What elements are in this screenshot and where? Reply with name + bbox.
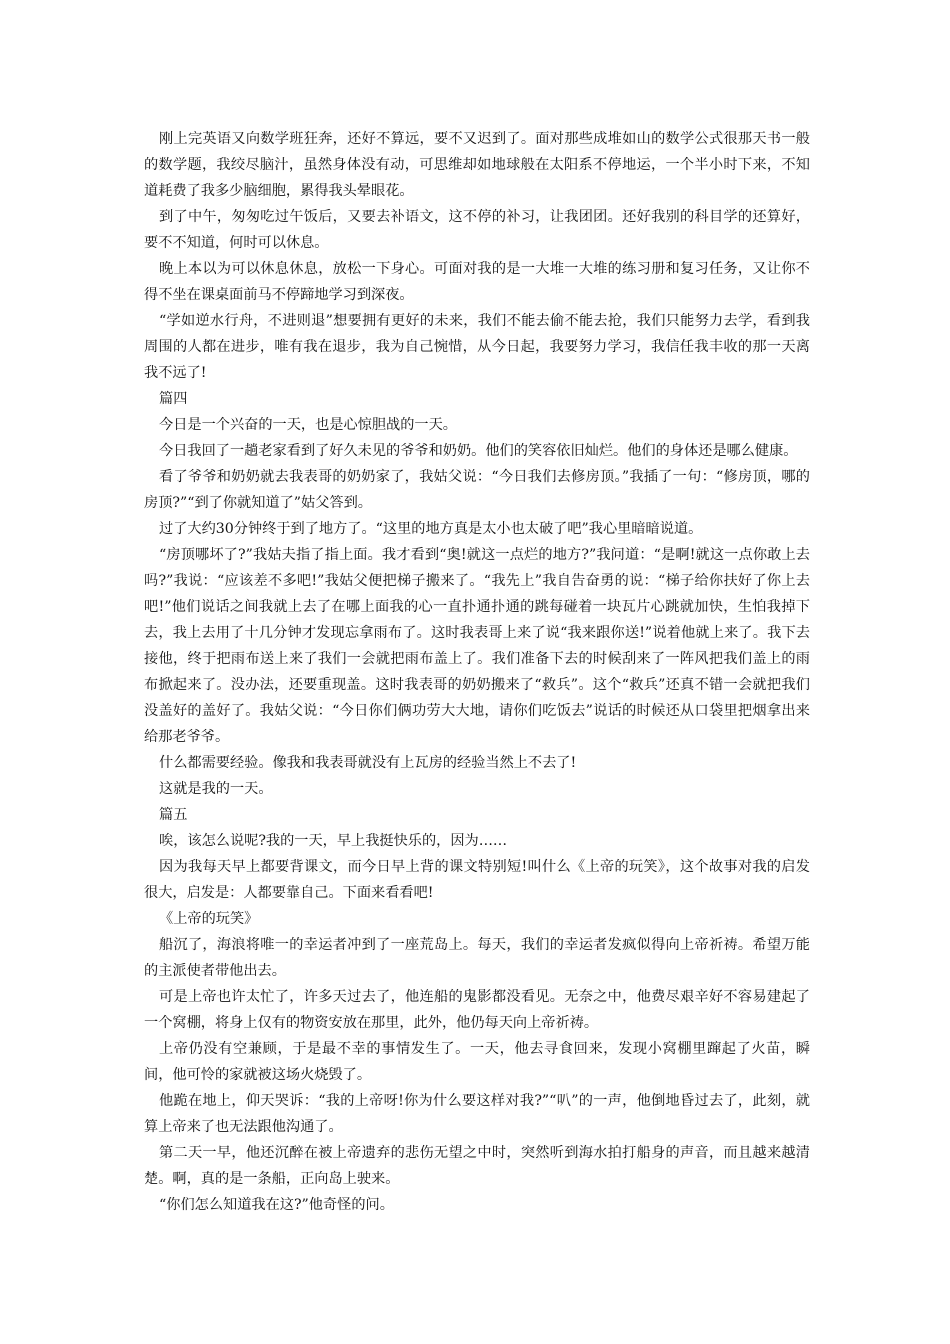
paragraph: 唉，该怎么说呢?我的一天，早上我挺快乐的，因为…… (159, 833, 508, 849)
paragraph: 今日是一个兴奋的一天，也是心惊胆战的一天。 (159, 417, 457, 433)
paragraph: 第二天一早，他还沉醉在被上帝遗弃的悲伤无望之中时，突然听到海水拍打船身的声音，而且越来越清楚。啊，真的是一条船，正向岛上驶来。 (144, 1145, 810, 1187)
paragraph: 因为我每天早上都要背课文，而今日早上背的课文特别短!叫什么《上帝的玩笑》，这个故事对我的启发很大，启发是：人都要靠自己。下面来看看吧! (144, 859, 810, 901)
paragraph: 可是上帝也许太忙了，许多天过去了，他连船的鬼影都没看见。无奈之中，他费尽艰辛好不容易建起了一个窝棚，将身上仅有的物资安放在那里，此外，他仍每天向上帝祈祷。 (144, 989, 810, 1031)
paragraph: 刚上完英语又向数学班狂奔，还好不算远，要不又迟到了。面对那些成堆如山的数学公式很那天书一般的数学题，我绞尽脑汁，虽然身体没有动，可思维却如地球般在太阳系不停地运，一个半小时下来，不知道耗费了我多少脑细胞，累得我头晕眼花。 (144, 131, 810, 199)
paragraph: 什么都需要经验。像我和我表哥就没有上瓦房的经验当然上不去了! (159, 755, 577, 771)
paragraph: 他跪在地上，仰天哭诉：“我的上帝呀!你为什么要这样对我?”“叭”的一声，他倒地昏过去了，此刻，就算上帝来了也无法跟他沟通了。 (144, 1093, 810, 1135)
paragraph: “房顶哪坏了?”我姑夫指了指上面。我才看到“奥!就这一点烂的地方?”我问道：“是啊!就这一点你敢上去吗?”我说：“应该差不多吧!”我姑父便把梯子搬来了。“我先上”我自告奋勇的说：“梯子给你扶好了你上去吧!”他们说话之间我就上去了在哪上面我的心一直扑通扑通的跳每碰着一块瓦片心跳就加快，生怕我掉下去，我上去用了十几分钟才发现忘拿雨布了。这时我表哥上来了说“我来跟你送!”说着他就上来了。我下去接他，终于把雨布送上来了我们一会就把雨布盖上了。我们准备下去的时候刮来了一阵风把我们盖上的雨布掀起来了。没办法，还要重现盖。这时我表哥的奶奶搬来了“救兵”。这个“救兵”还真不错一会就把我们没盖好的盖好了。我姑父说：“今日你们俩功劳大大地，请你们吃饭去”说话的时候还从口袋里把烟拿出来给那老爷爷。 (144, 547, 810, 745)
paragraph: 船沉了，海浪将唯一的幸运者冲到了一座荒岛上。每天，我们的幸运者发疯似得向上帝祈祷。希望万能的主派使者带他出去。 (144, 937, 810, 979)
paragraph: “学如逆水行舟，不进则退”想要拥有更好的未来，我们不能去偷不能去抢，我们只能努力去学，看到我周围的人都在进步，唯有我在退步，我为自己惋惜，从今日起，我要努力学习，我信任我丰收的那一天离我不远了! (144, 313, 810, 381)
story-title: 《上帝的玩笑》 (159, 911, 259, 927)
section-heading: 篇四 (159, 391, 188, 407)
paragraph: 看了爷爷和奶奶就去我表哥的奶奶家了，我姑父说：“今日我们去修房顶。”我插了一句：“修房顶，哪的房顶?”“到了你就知道了”姑父答到。 (144, 469, 810, 511)
paragraph: 这就是我的一天。 (159, 781, 273, 797)
section-heading: 篇五 (159, 807, 188, 823)
paragraph: “你们怎么知道我在这?”他奇怪的问。 (159, 1197, 394, 1213)
paragraph: 到了中午，匆匆吃过午饭后，又要去补语文，这不停的补习，让我团团。还好我别的科目学的还算好，要不不知道，何时可以休息。 (144, 209, 810, 251)
document-body (144, 126, 810, 1218)
paragraph: 上帝仍没有空兼顾，于是最不幸的事情发生了。一天，他去寻食回来，发现小窝棚里蹿起了火苗，瞬间，他可怜的家就被这场火烧毁了。 (144, 1041, 810, 1083)
paragraph: 今日我回了一趟老家看到了好久未见的爷爷和奶奶。他们的笑容依旧灿烂。他们的身体还是哪么健康。 (159, 443, 798, 459)
paragraph: 晚上本以为可以休息休息，放松一下身心。可面对我的是一大堆一大堆的练习册和复习任务，又让你不得不坐在课桌面前马不停蹄地学习到深夜。 (144, 261, 810, 303)
paragraph: 过了大约30分钟终于到了地方了。“这里的地方真是太小也太破了吧”我心里暗暗说道。 (159, 521, 703, 537)
